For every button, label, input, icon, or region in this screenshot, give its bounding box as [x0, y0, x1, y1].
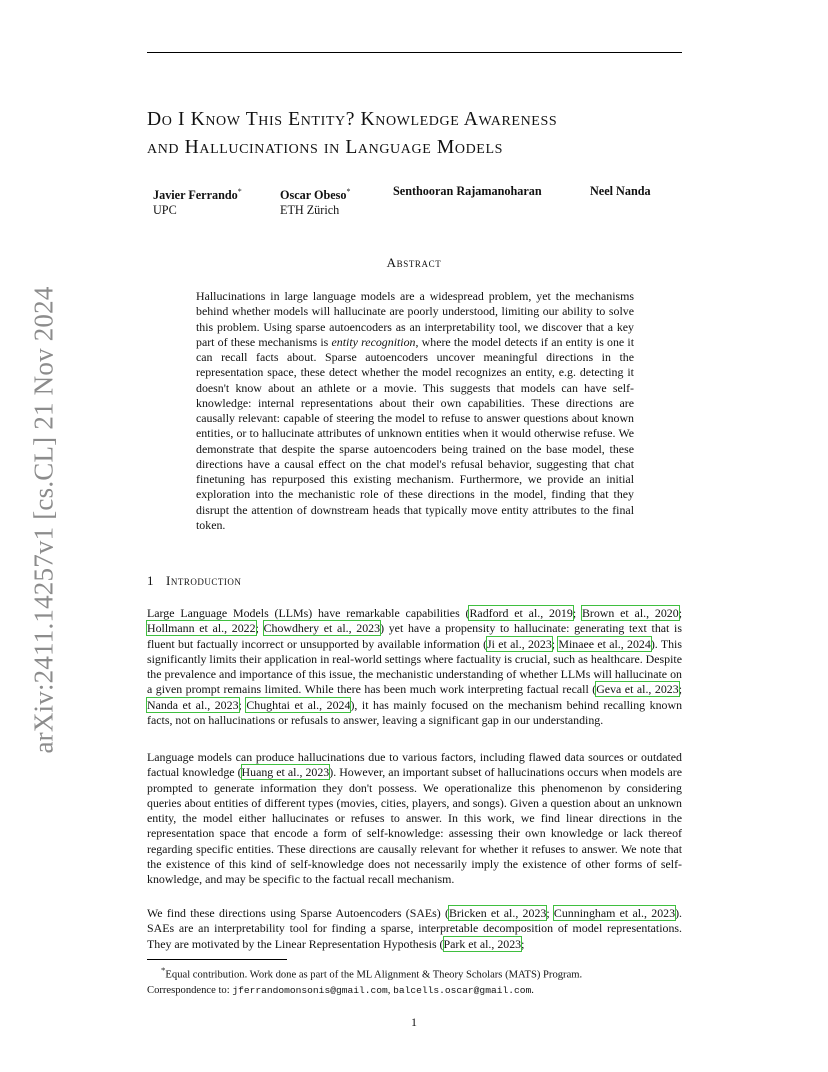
- intro-paragraph-3: We find these directions using Sparse Autoencoders (SAEs) (Bricken et al., 2023; Cunningham et al., 2023). SAEs are an interpretability tool for finding a sparse, interpretable decomposition of model representations. They are motivated by the Linear Representation Hypothesis (Park et al., 2023;: [147, 906, 682, 951]
- emphasis-entity-recognition: entity recognition: [331, 334, 416, 349]
- top-rule: [147, 52, 682, 53]
- citation-link[interactable]: Bricken et al., 2023: [449, 906, 547, 920]
- equal-contribution-mark: *: [346, 187, 351, 196]
- citation-link[interactable]: Brown et al., 2020: [581, 606, 679, 620]
- email-link[interactable]: jferrandomonsonis@gmail.com: [232, 984, 388, 996]
- citation-link[interactable]: Radford et al., 2019: [469, 606, 573, 620]
- citation-link[interactable]: Huang et al., 2023: [241, 765, 330, 780]
- author-affiliation: ETH Zürich: [280, 203, 340, 218]
- author-3: [393, 184, 542, 199]
- footnote: [147, 963, 682, 998]
- citation-link[interactable]: Nanda et al., 2023: [147, 697, 239, 712]
- citation-link[interactable]: Geva et al., 2023: [596, 682, 679, 697]
- author-name: Javier Ferrando: [153, 188, 238, 203]
- author-name: Senthooran Rajamanoharan: [393, 184, 542, 198]
- citation-link[interactable]: Cunningham et al., 2023: [553, 906, 676, 920]
- email-link[interactable]: balcells.oscar@gmail.com: [393, 984, 532, 996]
- author-4: [590, 184, 651, 199]
- section-number: 1: [147, 573, 154, 588]
- author-name: Neel Nanda: [590, 184, 651, 198]
- footnote-correspondence: Correspondence to: jferrandomonsonis@gmail.com, balcells.oscar@gmail.com.: [147, 984, 534, 996]
- footnote-mark: *: [161, 965, 166, 975]
- author-name: Oscar Obeso: [280, 188, 347, 203]
- citation-link[interactable]: Hollmann et al., 2022: [147, 621, 256, 636]
- footnote-equal-contribution: *Equal contribution. Work done as part of the ML Alignment & Theory Scholars (MATS) Program.: [161, 965, 583, 981]
- citation-link[interactable]: Chowdhery et al., 2023: [263, 621, 381, 636]
- citation-link[interactable]: Ji et al., 2023: [487, 636, 552, 651]
- page-number: 1: [411, 1015, 417, 1029]
- intro-paragraph-2: Language models can produce hallucinations due to various factors, including flawed data sources or outdated factual knowledge (Huang et al., 2023). However, an important subset of hallucinations occurs when models are prompted to generate information they don't possess. We operationalize this phenomenon by considering queries about entities of different types (movies, cities, players, and songs). Given a question about an unknown entity, the model either hallucinates or refuses to answer. In this work, we find linear directions in the representation space that encode a form of self-knowledge: assessing their own knowledge or lack thereof regarding specific entities. These directions are causally relevant for whether it refuses to answer. We note that the existence of this kind of self-knowledge does not necessarily imply the existence of other forms of self-knowledge, and may be specific to the factual recall mechanism.: [147, 750, 682, 886]
- abstract-heading: Abstract: [386, 255, 442, 270]
- author-affiliation: UPC: [153, 203, 177, 218]
- citation-link[interactable]: Minaee et al., 2024: [558, 636, 651, 651]
- citation-link[interactable]: Park et al., 2023: [443, 936, 522, 951]
- author-1: [153, 184, 242, 218]
- citation-link[interactable]: Chughtai et al., 2024: [246, 697, 351, 712]
- section-heading-introduction: [147, 573, 241, 589]
- abstract-body: Hallucinations in large language models are a widespread problem, yet the mechanisms behind whether models will hallucinate are poorly understood, limiting our ability to solve this problem. Using sparse autoencoders as an interpretability tool, we discover that a key part of these mechanisms is entity recognition, where the model detects if an entity is one it can recall facts about. Sparse autoencoders uncover meaningful directions in the representation space, these detect whether the model recognizes an entity, e.g. detecting it doesn't know about an athlete or a movie. This suggests that models can have self-knowledge: internal representations about their own capabilities. These directions are causally relevant: capable of steering the model to refuse to answer questions about known entities, or to hallucinate attributes of unknown entities when it would otherwise refuse. We demonstrate that despite the sparse autoencoders being trained on the base model, these directions have a causal effect on the chat model's refusal behavior, suggesting that chat finetuning has repurposed this existing mechanism. Furthermore, we provide an initial exploration into the mechanistic role of these directions in the model, finding that they disrupt the attention of downstream heads that typically move entity attributes to the final token.: [196, 289, 634, 532]
- title-line-2: and Hallucinations in Language Models: [147, 137, 503, 158]
- arxiv-identifier-stamp: arXiv:2411.14257v1 [cs.CL] 21 Nov 2024: [28, 286, 59, 754]
- author-2: [280, 184, 350, 218]
- section-title: Introduction: [166, 573, 242, 588]
- footnote-rule: [147, 959, 287, 960]
- equal-contribution-mark: *: [237, 187, 242, 196]
- intro-paragraph-1: Large Language Models (LLMs) have remarkable capabilities (Radford et al., 2019; Brown et al., 2020; Hollmann et al., 2022; Chowdhery et al., 2023) yet have a propensity to hallucinate: generating text that is fluent but factually incorrect or unsupported by available information (Ji et al., 2023; Minaee et al., 2024). This significantly limits their application in real-world settings where factuality is crucial, such as healthcare. Despite the prevalence and importance of this issue, the mechanistic understanding of whether LLMs will hallucinate on a given prompt remains limited. While there has been much work interpreting factual recall (Geva et al., 2023; Nanda et al., 2023; Chughtai et al., 2024), it has mainly focused on the mechanism behind recalling known facts, not on hallucinations or refusals to answer, leaving a significant gap in our understanding.: [147, 606, 683, 727]
- paper-title: [147, 106, 707, 162]
- title-line-1: Do I Know This Entity? Knowledge Awareness: [147, 109, 558, 130]
